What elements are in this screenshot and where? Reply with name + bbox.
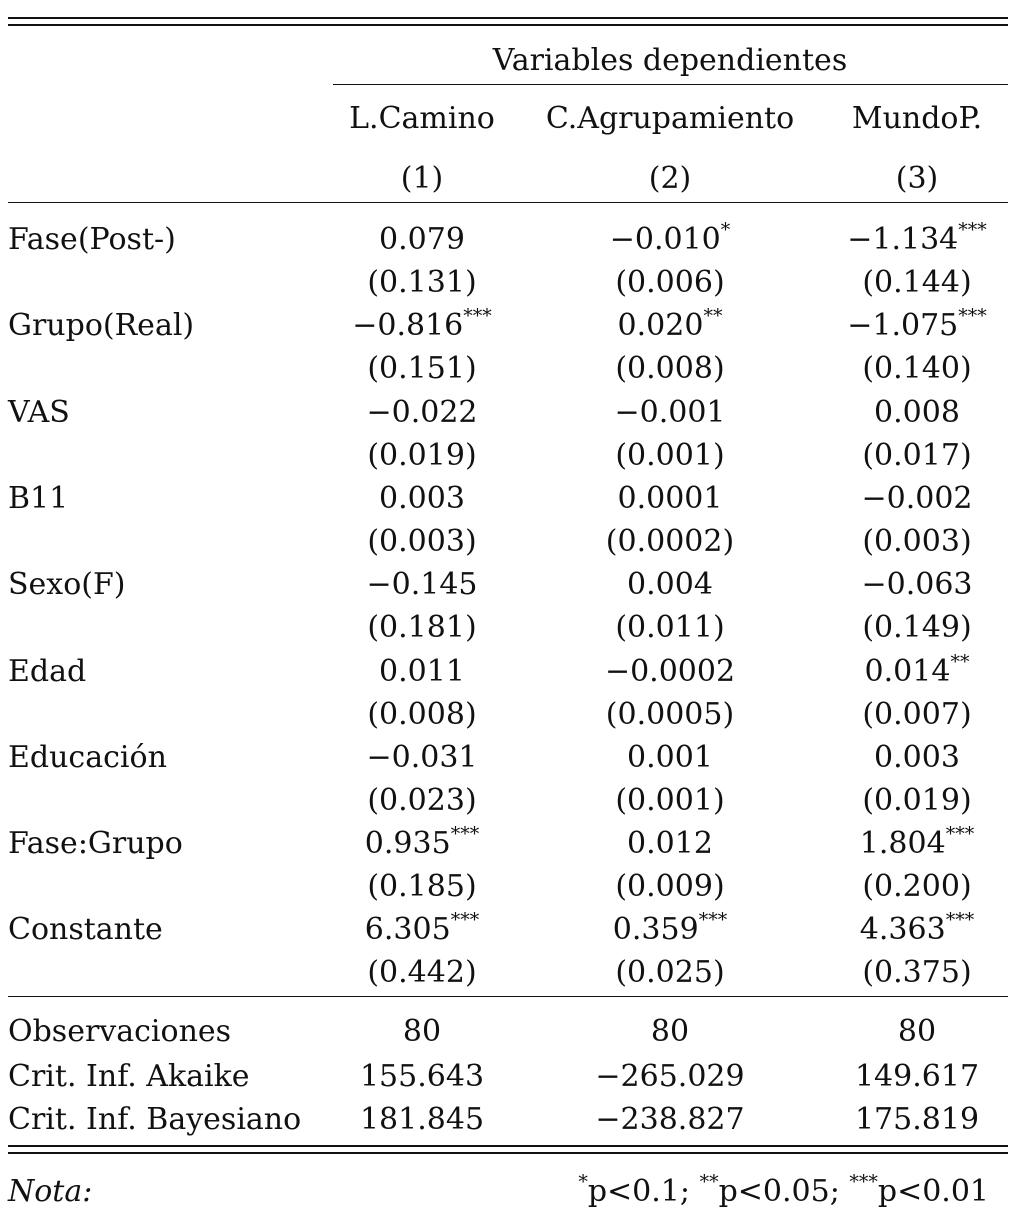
standard-error-cell: (0.007) [862, 697, 972, 732]
note-stars-2: ** [699, 1171, 719, 1193]
coefficient-cell [379, 223, 465, 257]
significance-stars: *** [450, 909, 480, 931]
significance-stars: *** [463, 305, 492, 327]
column-header-2: C.Agrupamiento [545, 101, 795, 136]
coefficient-cell [861, 568, 972, 602]
coefficient-cell [612, 909, 728, 947]
coefficient-cell [859, 909, 975, 947]
coefficient-value: −0.031 [366, 740, 478, 775]
significance-stars: ** [950, 651, 970, 673]
coefficient-cell [874, 741, 960, 775]
significance-stars: *** [698, 909, 728, 931]
coefficient-value: 0.014 [864, 654, 951, 689]
coefficient-value: 4.363 [859, 912, 946, 947]
standard-error-cell: (0.442) [367, 955, 477, 990]
coefficient-value: 0.0001 [617, 481, 723, 516]
stat-value: 181.845 [359, 1102, 485, 1137]
coefficient-cell [847, 305, 987, 343]
coefficient-cell [379, 482, 465, 516]
coefficient-cell [366, 396, 477, 430]
standard-error-cell: (0.185) [367, 869, 477, 904]
stat-value: 80 [402, 1014, 442, 1049]
coefficient-cell [609, 219, 731, 257]
coefficient-value: 0.011 [379, 654, 465, 689]
coefficient-cell [366, 568, 477, 602]
note-label: Nota: [8, 1174, 93, 1209]
standard-error-cell: (0.001) [615, 438, 725, 473]
column-number-3: (3) [895, 161, 939, 196]
coefficient-cell [847, 219, 987, 257]
coefficient-cell [366, 741, 477, 775]
standard-error-cell: (0.181) [367, 610, 477, 645]
standard-error-cell: (0.140) [862, 351, 972, 386]
coefficient-cell [617, 305, 723, 343]
dependent-underline [333, 84, 1008, 85]
column-header-3: MundoP. [851, 101, 983, 136]
coefficient-value: −0.816 [352, 308, 464, 343]
note-stars-3: *** [849, 1171, 878, 1193]
top-rule-2 [8, 24, 1008, 26]
standard-error-cell: (0.144) [862, 265, 972, 300]
row-label: Educación [8, 740, 167, 775]
column-number-2: (2) [648, 161, 692, 196]
standard-error-cell: (0.019) [367, 438, 477, 473]
top-rule-1 [8, 17, 1008, 19]
note-stars-1: * [578, 1171, 588, 1193]
row-label: B11 [8, 481, 69, 516]
note-text-2: p<0.05; [718, 1174, 840, 1209]
coefficient-cell [861, 482, 972, 516]
coefficient-value: −1.134 [847, 222, 959, 257]
standard-error-cell: (0.131) [367, 265, 477, 300]
significance-note [578, 1171, 989, 1209]
standard-error-cell: (0.151) [367, 351, 477, 386]
row-label: VAS [8, 395, 70, 430]
coefficient-value: −1.075 [847, 308, 959, 343]
stat-value: 149.617 [854, 1059, 980, 1094]
coefficient-value: 0.008 [874, 395, 960, 430]
header-bottom-rule [8, 202, 1008, 203]
standard-error-cell: (0.001) [615, 783, 725, 818]
standard-error-cell: (0.011) [615, 610, 725, 645]
coefficient-cell [874, 396, 960, 430]
coefficient-value: −0.010 [609, 222, 721, 257]
standard-error-cell: (0.025) [615, 955, 725, 990]
coefficient-cell [605, 655, 735, 689]
stat-value: −238.827 [595, 1102, 745, 1137]
note-text-1: p<0.1; [587, 1174, 691, 1209]
coefficient-value: 0.012 [627, 826, 713, 861]
coefficient-cell [627, 827, 713, 861]
standard-error-cell: (0.019) [862, 783, 972, 818]
significance-stars: ** [703, 305, 723, 327]
significance-stars: *** [958, 219, 987, 241]
coefficient-value: 0.935 [364, 826, 451, 861]
standard-error-cell: (0.0005) [605, 697, 735, 732]
stat-label: Crit. Inf. Bayesiano [8, 1102, 302, 1137]
coefficient-value: −0.022 [366, 395, 478, 430]
stat-value: 80 [897, 1014, 937, 1049]
coefficient-cell [618, 482, 723, 516]
coefficient-value: −0.145 [366, 567, 478, 602]
standard-error-cell: (0.008) [367, 697, 477, 732]
stats-rule [8, 996, 1008, 997]
coefficient-cell [364, 909, 480, 947]
column-header-1: L.Camino [349, 101, 495, 136]
coefficient-value: −0.002 [861, 481, 973, 516]
stat-value: −265.029 [595, 1059, 745, 1094]
row-label: Fase(Post-) [8, 222, 176, 257]
standard-error-cell: (0.200) [862, 869, 972, 904]
coefficient-value: 0.020 [617, 308, 704, 343]
bottom-rule-2 [8, 1152, 1008, 1154]
standard-error-cell: (0.0002) [605, 524, 735, 559]
dependent-variables-label: Variables dependientes [492, 43, 848, 78]
significance-stars: *** [945, 823, 975, 845]
row-label: Sexo(F) [8, 567, 126, 602]
coefficient-value: −0.0002 [604, 654, 736, 689]
coefficient-cell [364, 823, 480, 861]
standard-error-cell: (0.003) [862, 524, 972, 559]
coefficient-cell [859, 823, 975, 861]
stat-label: Observaciones [8, 1014, 232, 1049]
standard-error-cell: (0.006) [615, 265, 725, 300]
coefficient-value: 0.001 [627, 740, 713, 775]
coefficient-value: −0.001 [614, 395, 726, 430]
standard-error-cell: (0.008) [615, 351, 725, 386]
standard-error-cell: (0.003) [367, 524, 477, 559]
standard-error-cell: (0.149) [862, 610, 972, 645]
coefficient-value: −0.063 [861, 567, 973, 602]
coefficient-value: 0.004 [627, 567, 713, 602]
significance-stars: *** [945, 909, 975, 931]
coefficient-cell [627, 741, 713, 775]
coefficient-value: 1.804 [859, 826, 946, 861]
bottom-rule-1 [8, 1145, 1008, 1147]
row-label: Grupo(Real) [8, 308, 195, 343]
significance-stars: *** [958, 305, 987, 327]
coefficient-cell [864, 651, 970, 689]
stat-value: 80 [650, 1014, 690, 1049]
row-label: Edad [8, 654, 87, 689]
stat-label: Crit. Inf. Akaike [8, 1059, 250, 1094]
coefficient-value: 0.003 [874, 740, 960, 775]
standard-error-cell: (0.023) [367, 783, 477, 818]
coefficient-value: 0.079 [379, 222, 465, 257]
stat-value: 155.643 [359, 1059, 485, 1094]
standard-error-cell: (0.009) [615, 869, 725, 904]
note-text-3: p<0.01 [877, 1174, 989, 1209]
coefficient-cell [352, 305, 492, 343]
row-label: Fase:Grupo [8, 826, 183, 861]
coefficient-value: 0.003 [379, 481, 465, 516]
row-label: Constante [8, 912, 163, 947]
significance-stars: * [720, 219, 731, 241]
coefficient-cell [379, 655, 465, 689]
standard-error-cell: (0.017) [862, 438, 972, 473]
column-number-1: (1) [400, 161, 444, 196]
coefficient-cell [627, 568, 713, 602]
stat-value: 175.819 [854, 1102, 980, 1137]
standard-error-cell: (0.375) [862, 955, 972, 990]
coefficient-value: 0.359 [612, 912, 699, 947]
coefficient-cell [614, 396, 725, 430]
significance-stars: *** [450, 823, 480, 845]
coefficient-value: 6.305 [364, 912, 451, 947]
